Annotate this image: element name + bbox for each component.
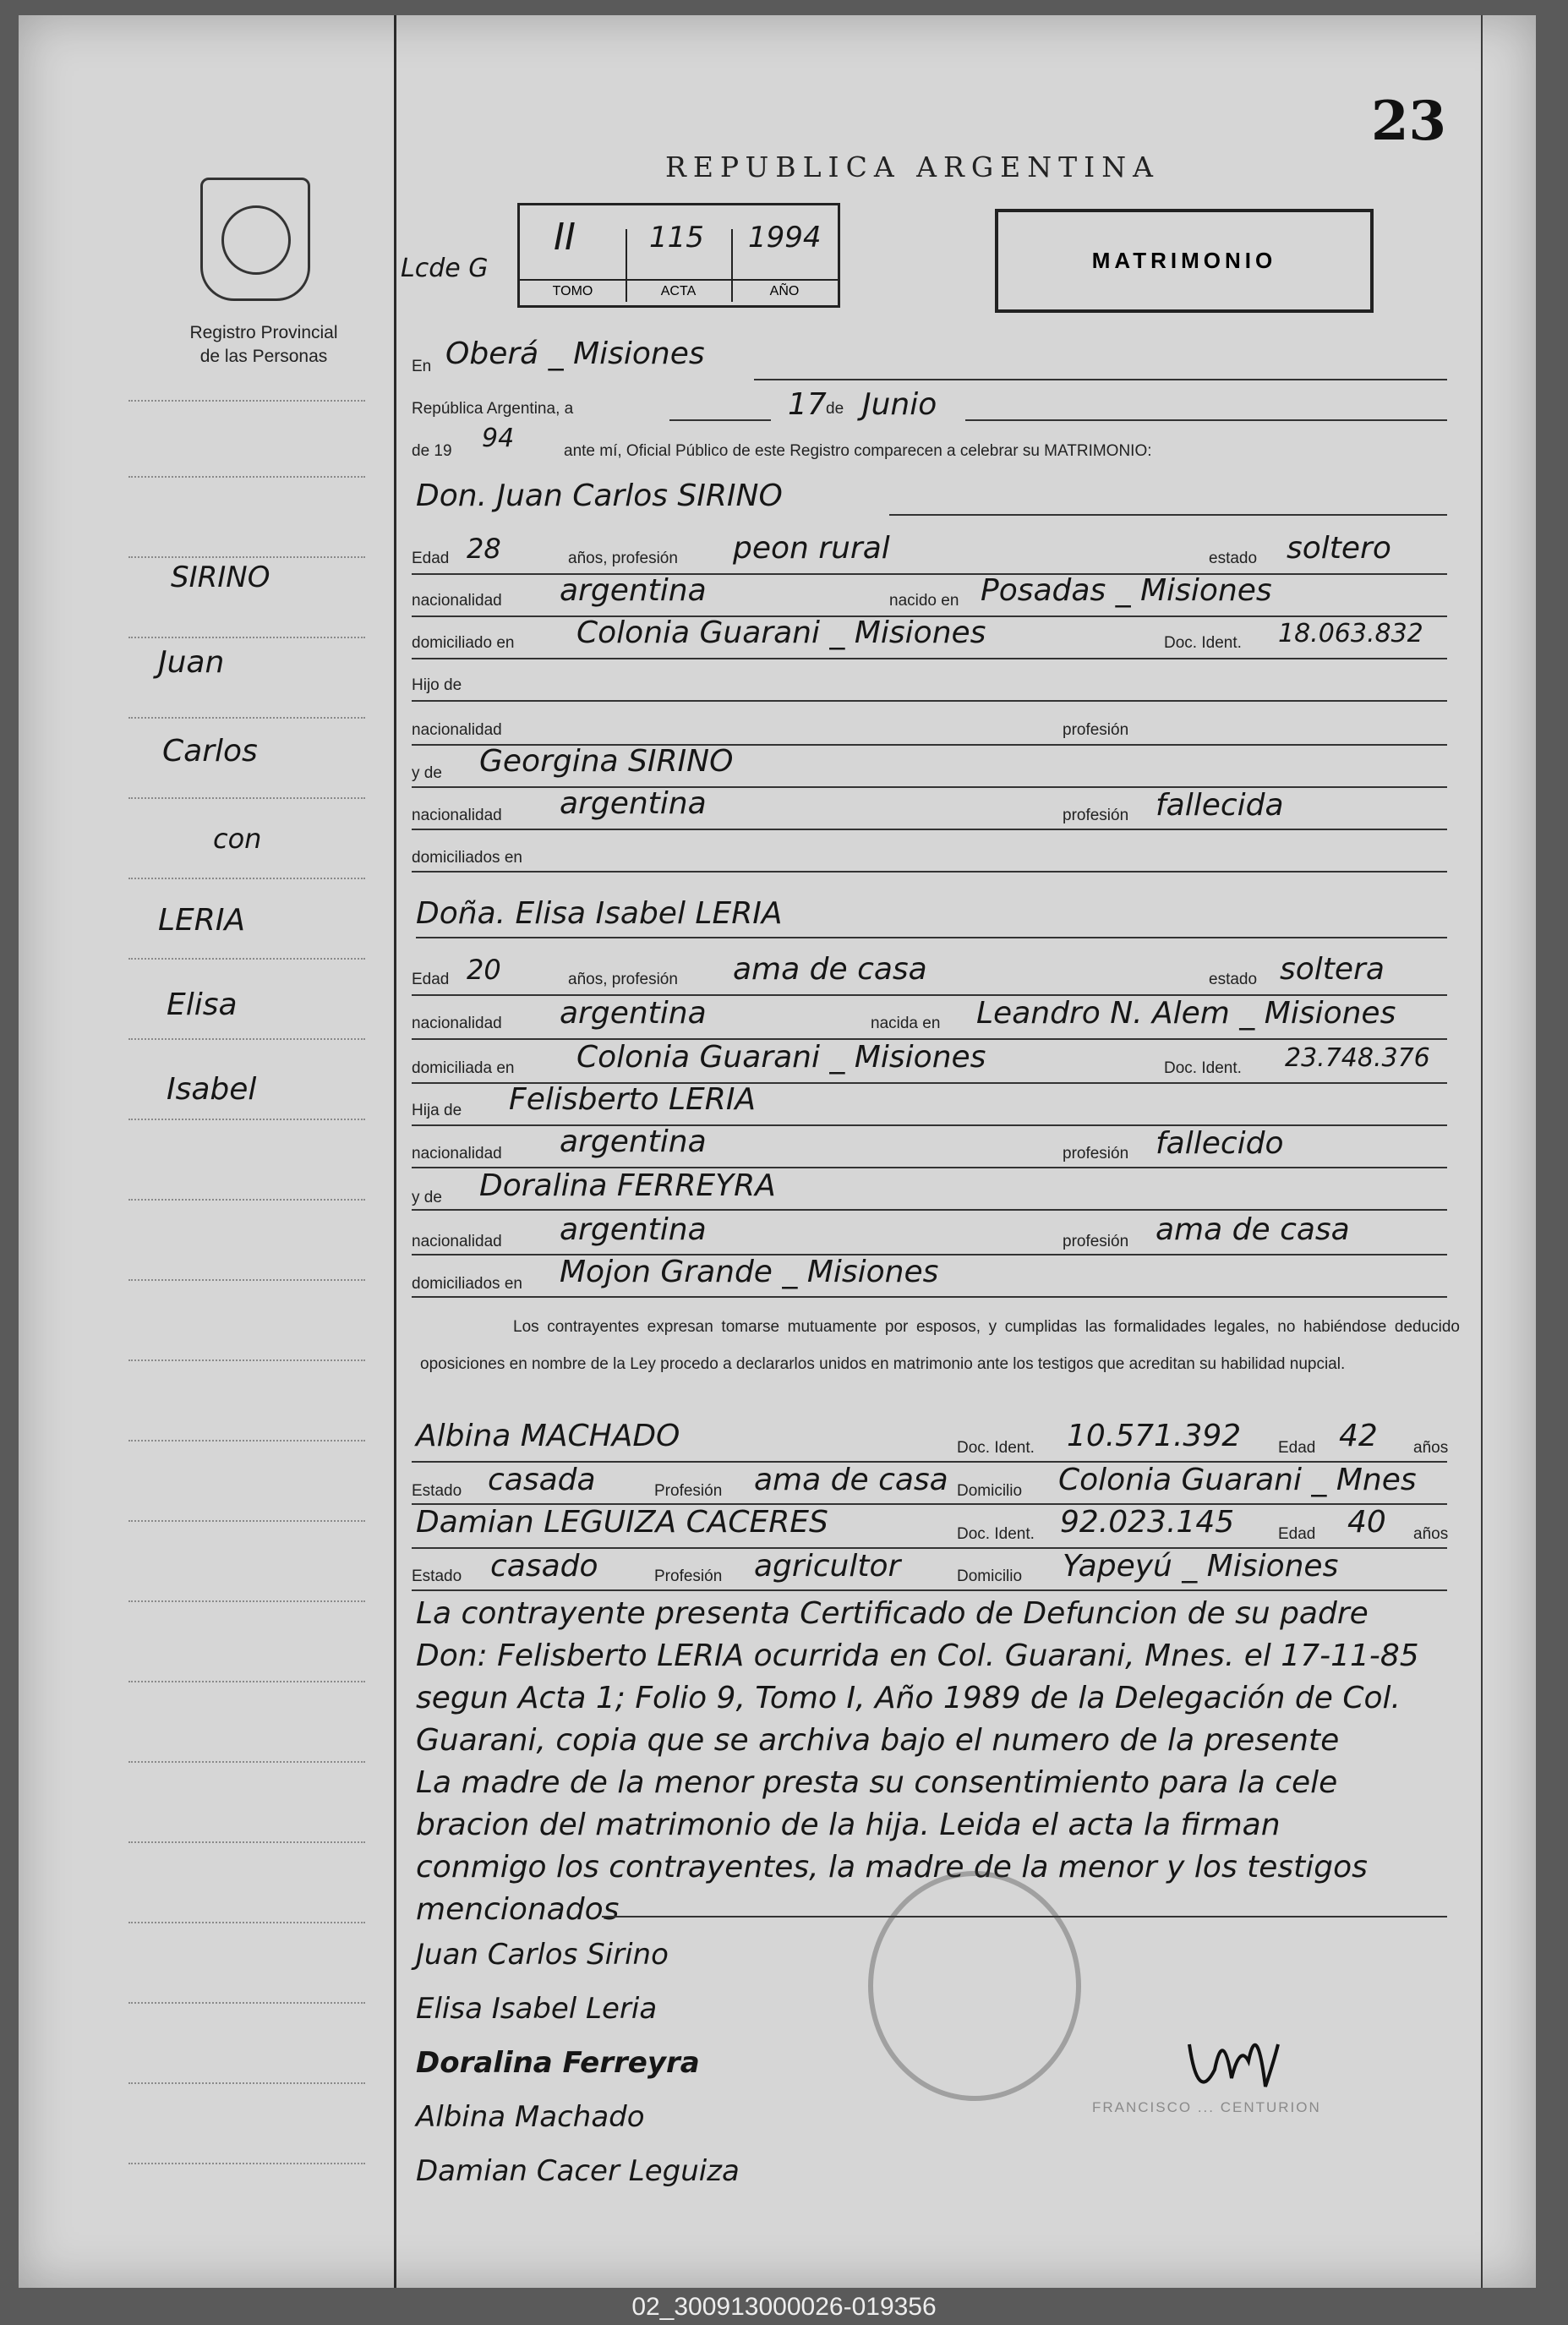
bride-prof3: ama de casa (1156, 1212, 1350, 1247)
tomo-cell (520, 216, 627, 302)
bride-nac3-label: nacionalidad (412, 1233, 502, 1250)
witness2-profesion: agricultor (754, 1549, 901, 1584)
registry-label (162, 321, 365, 369)
act-type-label: MATRIMONIO (1091, 248, 1277, 273)
margin-dotline (128, 1359, 365, 1361)
witness2-name: Damian LEGUIZA CACERES (416, 1505, 828, 1540)
anio-cell (731, 221, 838, 302)
official-stamp-text: FRANCISCO ... CENTURION (1092, 2099, 1321, 2115)
bride-estado-label: estado (1209, 971, 1258, 988)
witness1-name: Albina MACHADO (416, 1419, 680, 1453)
margin-dotline (128, 556, 365, 558)
margin-dotline (128, 1681, 365, 1682)
witness2-doc: 92.023.145 (1060, 1505, 1235, 1540)
signature: Doralina Ferreyra (416, 2046, 700, 2080)
bride-madre: Doralina FERREYRA (479, 1168, 776, 1203)
witness2-edad-label: Edad (1278, 1525, 1316, 1543)
note-line: conmigo los contrayentes, la madre de la menor y los testigos (416, 1850, 1368, 1885)
margin-dotline (128, 1279, 365, 1281)
witness1-edad: 42 (1339, 1419, 1378, 1453)
note-line: segun Acta 1; Folio 9, Tomo I, Año 1989 de la Delegación de Col. (416, 1681, 1401, 1715)
bride-doc: 23.748.376 (1285, 1043, 1430, 1073)
tomo-acta-box (517, 203, 840, 308)
witness2-domicilio: Yapeyú _ Misiones (1063, 1549, 1339, 1584)
groom-hijo-label: Hijo de (412, 676, 462, 694)
margin-dotline (128, 1600, 365, 1602)
groom-doc-label: Doc. Ident. (1164, 634, 1242, 652)
month-value: Junio (862, 387, 937, 422)
witness1-edad-label: Edad (1278, 1439, 1316, 1457)
groom-yde-label: y de (412, 764, 442, 782)
bride-doc-label: Doc. Ident. (1164, 1059, 1242, 1077)
lcde-note: Lcde G (401, 254, 489, 283)
note-line: Guarani, copia que se archiva bajo el numero de la presente (416, 1723, 1340, 1758)
place-line (754, 379, 1447, 380)
bride-madre-line (412, 1209, 1447, 1211)
groom-dom-label: domiciliado en (412, 634, 515, 652)
year-prefix: de 19 (412, 442, 452, 460)
witness2-estado-label: Estado (412, 1567, 462, 1585)
act-type-box (995, 209, 1374, 313)
margin-dotline (128, 1761, 365, 1763)
margin-dotline (128, 717, 365, 719)
signature: Damian Cacer Leguiza (416, 2154, 740, 2188)
margin-name-bride-surname: LERIA (158, 903, 246, 938)
bride-yde-label: y de (412, 1189, 442, 1206)
acta-cell (626, 221, 733, 302)
margin-name-first: Juan (158, 645, 225, 680)
witness2-edad: 40 (1347, 1505, 1386, 1540)
margin-dotline (128, 476, 365, 478)
groom-estado-label: estado (1209, 550, 1258, 567)
margin-dotline (128, 797, 365, 799)
bride-nacionalidad: argentina (560, 996, 707, 1031)
bride-padre: Felisberto LERIA (509, 1082, 757, 1117)
witness2-estado-line (412, 1589, 1447, 1591)
groom-madre: Georgina SIRINO (479, 744, 734, 779)
margin-dotline (128, 1841, 365, 1843)
margin-dotline (128, 637, 365, 638)
margin-dotline (128, 400, 365, 402)
groom-domlos-line (412, 871, 1447, 873)
groom-nacido: Posadas _ Misiones (981, 573, 1272, 608)
note-line: mencionados (416, 1892, 620, 1927)
bride-nac-label: nacionalidad (412, 1015, 502, 1032)
bride-nacida-label: nacida en (871, 1015, 941, 1032)
de-label: de (826, 400, 844, 418)
bride-domicilio: Colonia Guarani _ Misiones (576, 1040, 986, 1075)
margin-dotline (128, 2163, 365, 2164)
groom-dom-line (412, 658, 1447, 659)
tomo-label: TOMO (520, 279, 626, 299)
place-value: Oberá _ Misiones (445, 336, 705, 371)
margin-name-surname: SIRINO (171, 561, 270, 594)
groom-estado: soltero (1287, 531, 1391, 566)
margin-name-bride-first: Elisa (167, 987, 238, 1022)
margin-name-second: Carlos (162, 734, 258, 769)
margin-dotline (128, 1038, 365, 1040)
groom-prof3: fallecida (1156, 788, 1284, 823)
groom-doc: 18.063.832 (1278, 619, 1423, 648)
groom-nac2-label: nacionalidad (412, 721, 502, 739)
margin-dotline (128, 2082, 365, 2084)
bride-estado: soltera (1280, 952, 1385, 987)
registry-label-line1: Registro Provincial (189, 323, 338, 342)
groom-nacido-label: nacido en (889, 592, 959, 610)
groom-nac3: argentina (560, 786, 707, 821)
witness1-doc-label: Doc. Ident. (957, 1439, 1035, 1457)
bride-name: Doña. Elisa Isabel LERIA (416, 896, 783, 931)
acta-label: ACTA (626, 279, 731, 299)
margin-name-bride-second: Isabel (167, 1072, 257, 1107)
note-line: Don: Felisberto LERIA ocurrida en Col. Guarani, Mnes. el 17-11-85 (416, 1638, 1419, 1673)
bride-domlos-line (412, 1296, 1447, 1298)
witness1-dom-label: Domicilio (957, 1482, 1023, 1500)
bride-profesion: ama de casa (733, 952, 927, 987)
note-line: La madre de la menor presta su consentimiento para la cele (416, 1765, 1338, 1800)
witness1-prof-label: Profesión (654, 1482, 723, 1500)
tomo-value: II (554, 216, 576, 259)
groom-domlos-label: domiciliados en (412, 849, 522, 867)
bride-hija-label: Hija de (412, 1102, 462, 1119)
day-value: 17 (788, 387, 827, 422)
page-number: 23 (1371, 90, 1447, 153)
intro-statement: ante mí, Oficial Público de este Registro comparecen a celebrar su MATRIMONIO: (564, 442, 1152, 460)
witness2-anos-label: años (1413, 1525, 1449, 1543)
witness1-doc: 10.571.392 (1067, 1419, 1242, 1453)
groom-prof3-label: profesión (1063, 807, 1129, 824)
groom-anos-prof-label: años, profesión (568, 550, 678, 567)
witness1-estado: casada (488, 1463, 596, 1497)
acta-value: 115 (649, 221, 704, 254)
witness2-estado: casado (490, 1549, 598, 1584)
witness2-dom-label: Domicilio (957, 1567, 1023, 1585)
groom-nac3-line (412, 829, 1447, 830)
bride-edad-label: Edad (412, 971, 450, 988)
margin-dotline (128, 1440, 365, 1442)
groom-edad: 28 (467, 533, 501, 565)
margin-dotline (128, 2002, 365, 2004)
witness1-anos-label: años (1413, 1439, 1449, 1457)
groom-name: Don. Juan Carlos SIRINO (416, 479, 783, 513)
groom-edad-label: Edad (412, 550, 450, 567)
margin-dotline (128, 878, 365, 879)
bride-nac3: argentina (560, 1212, 707, 1247)
declaration-text: Los contrayentes expresan tomarse mutuamente por esposos, y cumplidas las formalidades legales, no habiéndose deducido oposiciones en nombre de la Ley procedo a declararlos unidos en matrimonio ante los testigos que acreditan su habilidad nupcial. (420, 1318, 1460, 1373)
rep-label: República Argentina, a (412, 400, 574, 418)
margin-dotline (128, 958, 365, 960)
signature: Juan Carlos Sirino (416, 1938, 669, 1972)
signatures-block (416, 1928, 740, 2198)
day-line (669, 419, 771, 421)
margin-dotline (128, 1119, 365, 1120)
margin-dotline (128, 1922, 365, 1923)
signature: Elisa Isabel Leria (416, 1992, 658, 2026)
margin-dotline (128, 1199, 365, 1201)
bride-nac2-label: nacionalidad (412, 1145, 502, 1162)
official-stamp-icon (868, 1871, 1081, 2101)
official-signature-icon (1181, 2010, 1282, 2112)
document-page (19, 15, 1536, 2288)
en-label: En (412, 358, 432, 375)
anio-label: AÑO (731, 279, 838, 299)
note-line: La contrayente presenta Certificado de Defuncion de su padre (416, 1596, 1369, 1631)
anio-value: 1994 (748, 221, 822, 254)
right-border (1481, 15, 1483, 2288)
page-title: REPUBLICA ARGENTINA (665, 150, 1160, 183)
margin-name-con: con (213, 823, 262, 855)
bride-prof2-label: profesión (1063, 1145, 1129, 1162)
witness1-profesion: ama de casa (754, 1463, 948, 1497)
note-line: bracion del matrimonio de la hija. Leida el acta la firman (416, 1808, 1281, 1842)
year-suffix: 94 (482, 424, 515, 453)
footer-id: 02_300913000026-019356 (631, 2293, 937, 2321)
groom-nac3-label: nacionalidad (412, 807, 502, 824)
groom-profesion: peon rural (733, 531, 890, 566)
margin-dotline (128, 1520, 365, 1522)
groom-hijo-line (412, 700, 1447, 702)
bride-domlos: Mojon Grande _ Misiones (560, 1255, 939, 1289)
bride-edad: 20 (467, 954, 501, 986)
bride-nacida: Leandro N. Alem _ Misiones (976, 996, 1396, 1031)
signature: Albina Machado (416, 2100, 645, 2134)
witness2-prof-label: Profesión (654, 1567, 723, 1585)
groom-nacionalidad: argentina (560, 573, 707, 608)
margin-divider (394, 15, 396, 2288)
bride-nac2: argentina (560, 1124, 707, 1159)
bride-prof3-label: profesión (1063, 1233, 1129, 1250)
bride-name-line (416, 937, 1447, 938)
bride-anos-prof-label: años, profesión (568, 971, 678, 988)
groom-prof2-label: profesión (1063, 721, 1129, 739)
groom-nac-label: nacionalidad (412, 592, 502, 610)
groom-domicilio: Colonia Guarani _ Misiones (576, 615, 986, 650)
bride-domlos-label: domiciliados en (412, 1275, 522, 1293)
witness1-domicilio: Colonia Guarani _ Mnes (1058, 1463, 1417, 1497)
registry-label-line2: de las Personas (199, 347, 328, 366)
witness2-doc-label: Doc. Ident. (957, 1525, 1035, 1543)
bride-dom-label: domiciliada en (412, 1059, 515, 1077)
bride-prof2: fallecido (1156, 1126, 1284, 1161)
groom-name-line (889, 514, 1447, 516)
provincial-seal-icon (200, 178, 310, 301)
month-line (965, 419, 1447, 421)
witness1-estado-label: Estado (412, 1482, 462, 1500)
